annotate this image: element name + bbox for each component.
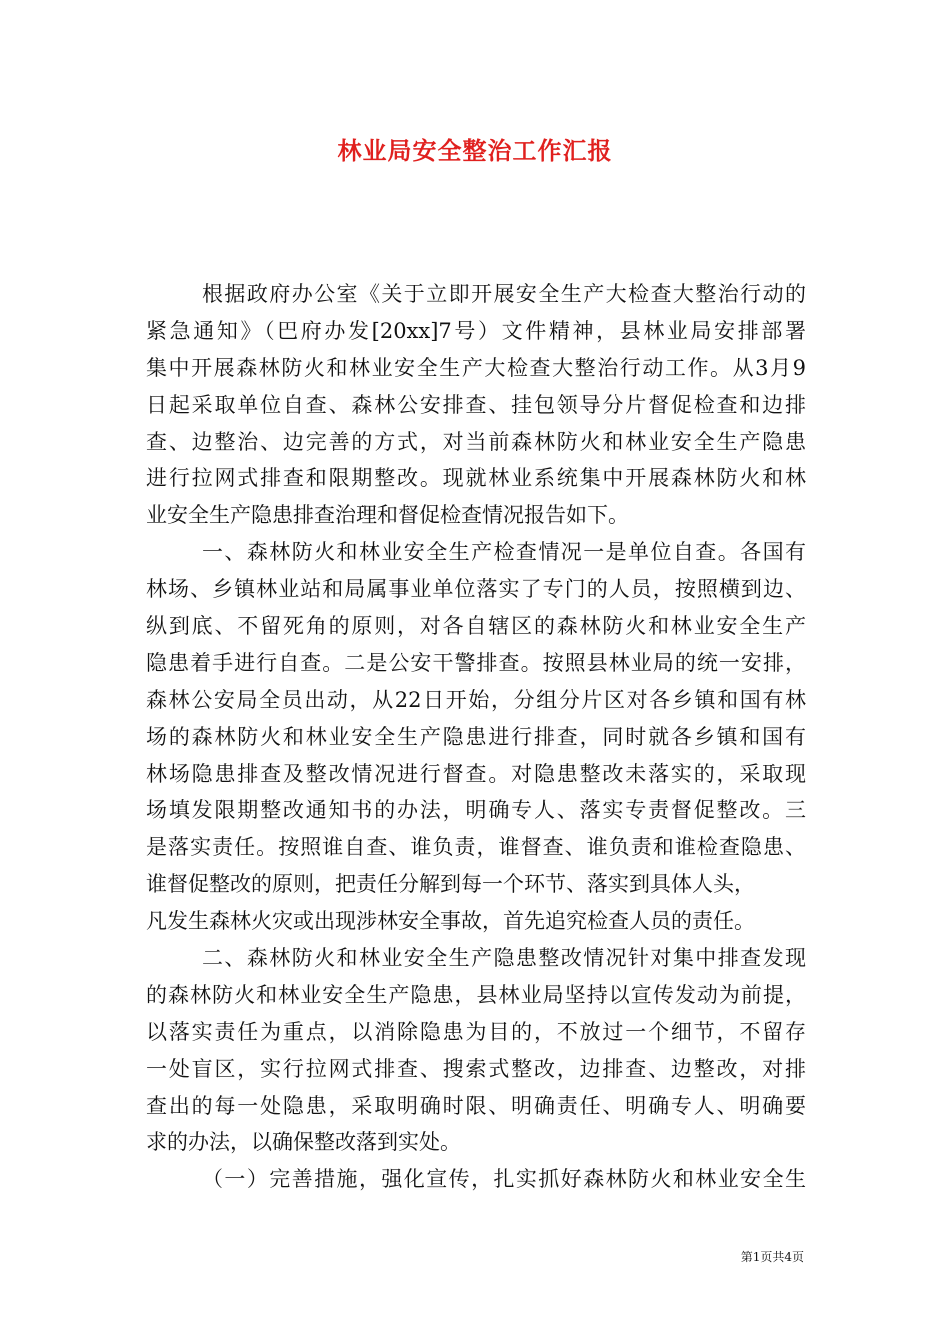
body-line: 集中开展森林防火和林业安全生产大检查大整治行动工作。从3月9: [146, 355, 806, 380]
body-line: 进行拉网式排查和限期整改。现就林业系统集中开展森林防火和林: [146, 466, 806, 491]
body-line: 是落实责任。按照谁自查、谁负责，谁督查、谁负责和谁检查隐患、: [146, 835, 806, 860]
body-line: 森林公安局全员出动，从22日开始，分组分片区对各乡镇和国有林: [146, 687, 806, 712]
document-title: 林业局安全整治工作汇报: [337, 136, 613, 165]
body-line: 以落实责任为重点，以消除隐患为目的，不放过一个细节，不留存: [146, 1019, 806, 1044]
body-line: 业安全生产隐患排查治理和督促检查情况报告如下。: [146, 503, 629, 528]
body-line: 求的办法，以确保整改落到实处。: [146, 1130, 461, 1155]
body-line: 的森林防火和林业安全生产隐患，县林业局坚持以宣传发动为前提，: [146, 982, 806, 1007]
body-line: 一处盲区，实行拉网式排查、搜索式整改，边排查、边整改，对排: [146, 1056, 806, 1081]
body-line: 场的森林防火和林业安全生产隐患进行排查，同时就各乡镇和国有: [146, 724, 806, 749]
body-line: 日起采取单位自查、森林公安排查、挂包领导分片督促检查和边排: [146, 392, 806, 417]
body-line: （一）完善措施，强化宣传，扎实抓好森林防火和林业安全生: [202, 1167, 806, 1192]
body-line: 隐患着手进行自查。二是公安干警排查。按照县林业局的统一安排，: [146, 650, 806, 675]
body-line: 根据政府办公室《关于立即开展安全生产大检查大整治行动的: [202, 282, 806, 306]
body-line: 查、边整治、边完善的方式，对当前森林防火和林业安全生产隐患: [146, 429, 806, 454]
body-line: 谁督促整改的原则，把责任分解到每一个环节、落实到具体人头，: [146, 872, 755, 897]
body-line: 二、森林防火和林业安全生产隐患整改情况针对集中排查发现: [202, 946, 806, 971]
body-line: 林场隐患排查及整改情况进行督查。对隐患整改未落实的，采取现: [146, 761, 806, 786]
body-line: 一、森林防火和林业安全生产检查情况一是单位自查。各国有: [202, 540, 806, 565]
body-line: 纵到底、不留死角的原则，对各自辖区的森林防火和林业安全生产: [146, 614, 806, 639]
body-line: 凡发生森林火灾或出现涉林安全事故，首先追究检查人员的责任。: [146, 909, 755, 934]
body-line: 场填发限期整改通知书的办法，明确专人、落实专责督促整改。三: [146, 798, 806, 823]
page-number: 第1页共4页: [740, 1250, 804, 1264]
document-body: [146, 276, 806, 1198]
body-line: 林场、乡镇林业站和局属事业单位落实了专门的人员，按照横到边、: [146, 577, 806, 602]
body-line: 紧急通知》（巴府办发[20xx]7号）文件精神，县林业局安排部署: [146, 318, 806, 343]
body-line: 查出的每一处隐患，采取明确时限、明确责任、明确专人、明确要: [146, 1093, 806, 1118]
